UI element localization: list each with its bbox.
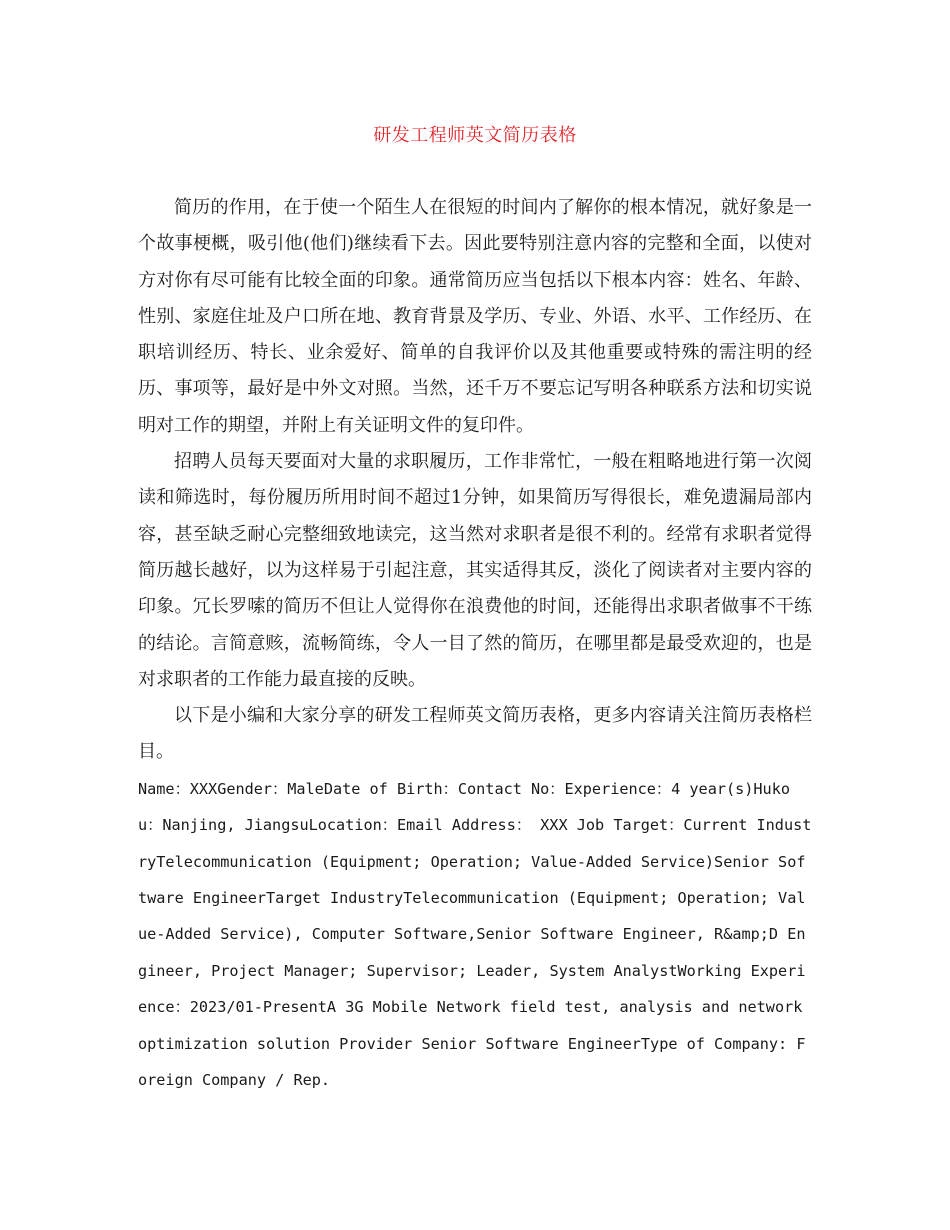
paragraph-intro-template: 以下是小编和大家分享的研发工程师英文简历表格，更多内容请关注简历表格栏目。 — [138, 705, 812, 763]
document-body — [138, 190, 812, 1098]
paragraph-resume-purpose: 简历的作用，在于使一个陌生人在很短的时间内了解你的根本情况，就好象是一个故事梗概，吸引他(他们)继续看下去。因此要特别注意内容的完整和全面，以使对方对你有尽可能有比较全面的印象。通常简历应当包括以下根本内容：姓名、年龄、性别、家庭住址及户口所在地、教育背景及学历、专业、外语、水平、工作经历、在职培训经历、特长、业余爱好、简单的自我评价以及其他重要或特殊的需注明的经历、事项等，最好是中外文对照。当然，还千万不要忘记写明各种联系方法和切实说明对工作的期望，并附上有关证明文件的复印件。 — [138, 197, 812, 436]
paragraph-recruiter-reading: 招聘人员每天要面对大量的求职履历，工作非常忙，一般在粗略地进行第一次阅读和筛选时，每份履历所用时间不超过1分钟，如果简历写得很长，难免遗漏局部内容，甚至缺乏耐心完整细致地读完，这当然对求职者是很不利的。经常有求职者觉得简历越长越好，以为这样易于引起注意，其实适得其反，淡化了阅读者对主要内容的印象。冗长罗嗦的简历不但让人觉得你在浪费他的时间，还能得出求职者做事不干练的结论。言简意赅，流畅简练，令人一目了然的简历，在哪里都是最受欢迎的，也是对求职者的工作能力最直接的反映。 — [138, 451, 812, 690]
resume-english-content: Name：XXXGender：MaleDate of Birth：Contact No：Experience：4 year(s)Hukou：Nanjing, JiangsuLocation：Email Address： XXX Job Target：Current IndustryTelecommunication (Equipment; Operation; Value-Added Service)Senior Software EngineerTarget IndustryTelecommunication (Equipment; Operation; Value-Added Service), Computer Software,Senior Software Engineer, R&amp;D Engineer, Project Manager; Supervisor; Leader, System AnalystWorking Experience：2023/01-PresentA 3G Mobile Network field test, analysis and network optimization solution Provider Senior Software EngineerType of Company: Foreign Company / Rep. — [138, 779, 812, 1089]
document-title: 研发工程师英文简历表格 — [373, 125, 577, 146]
